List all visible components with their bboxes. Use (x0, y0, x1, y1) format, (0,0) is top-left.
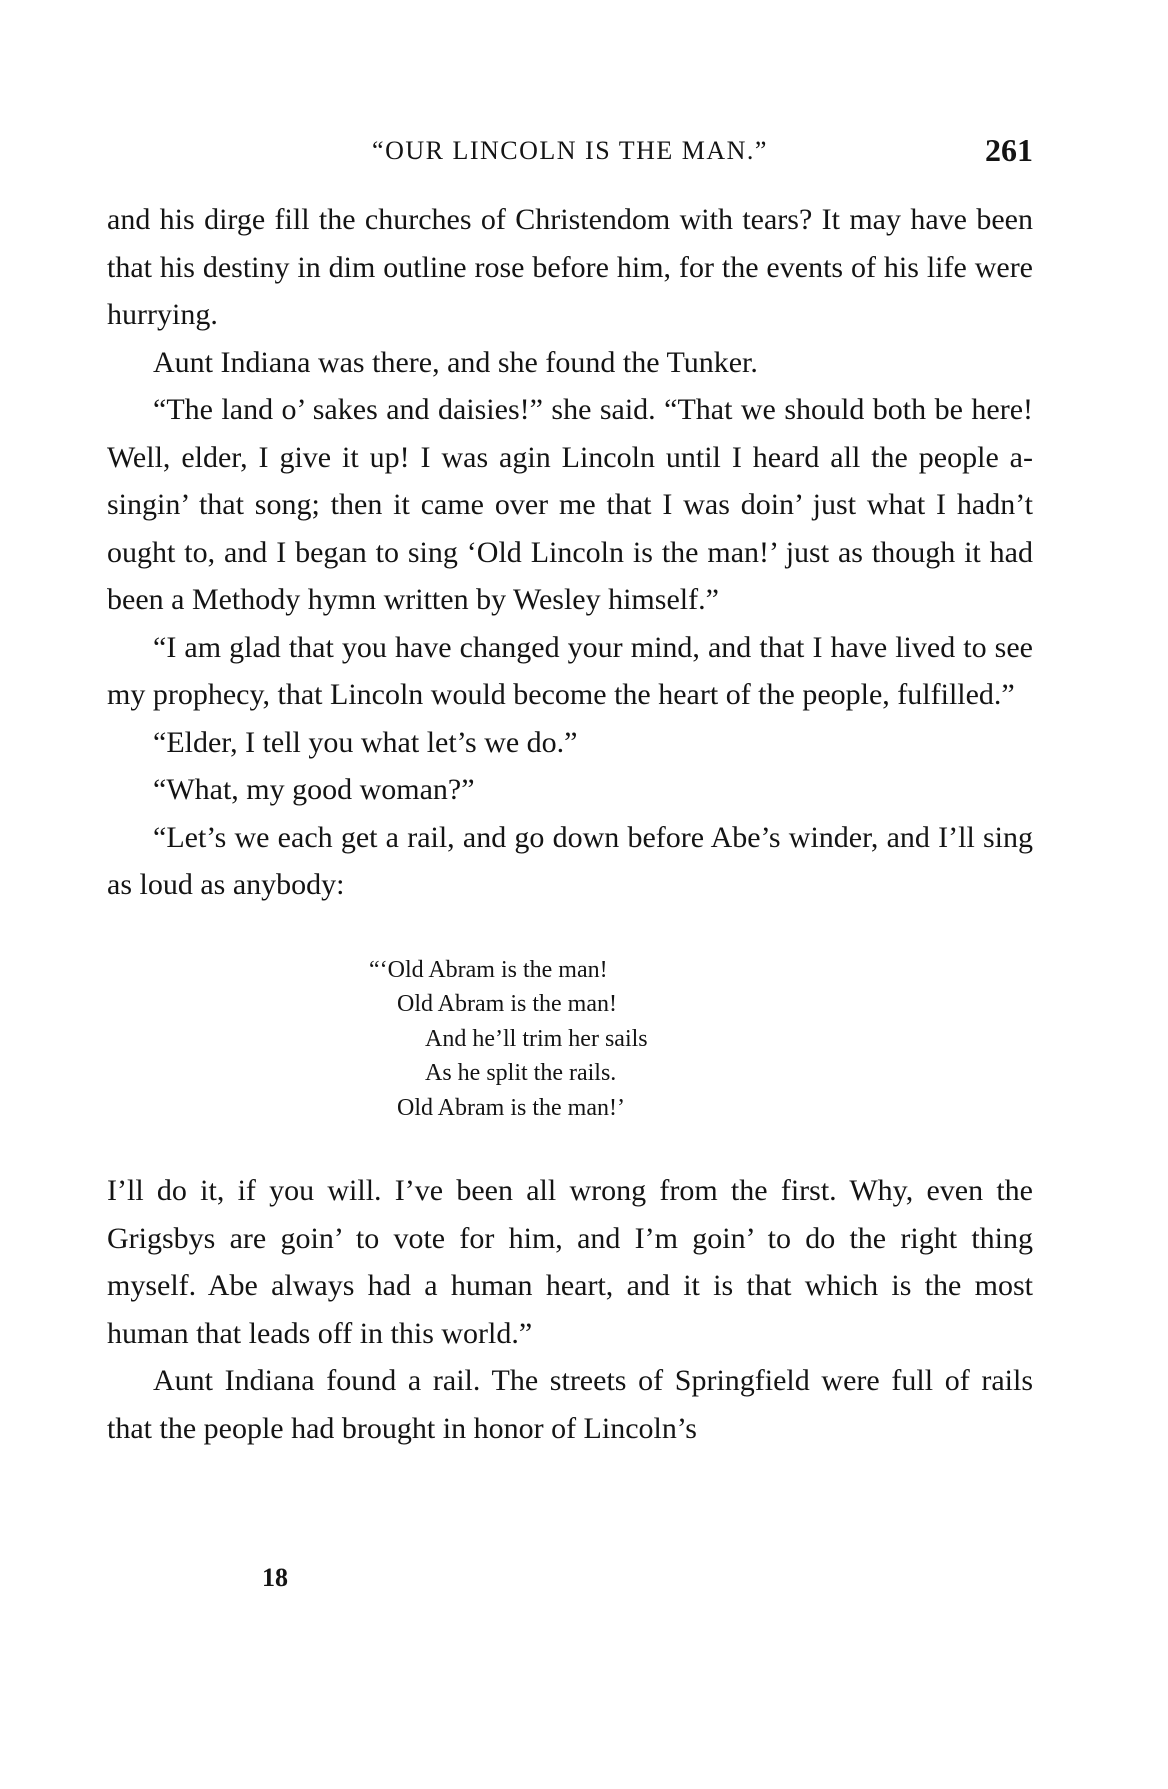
signature-mark: 18 (262, 1563, 288, 1592)
paragraph: Aunt Indiana was there, and she found the Tunker. (153, 345, 758, 379)
running-head: “OUR LINCOLN IS THE MAN.” (372, 136, 768, 165)
paragraph-continued: and his dirge fill the churches of Christendom with tears? It may have been that his destiny in dim outline rose before him, for the events of his life were hurrying. (107, 203, 1033, 331)
page-number: 261 (985, 132, 1033, 168)
poem-line: And he’ll trim her sails (425, 1025, 648, 1052)
paragraph: Aunt Indiana found a rail. The streets of Springfield were full of rails that the people had brought in honor of Lincoln’s (107, 1364, 1033, 1445)
page-header (107, 132, 1033, 172)
paragraph: “Let’s we each get a rail, and go down before Abe’s winder, and I’ll sing as loud as anybody: (107, 820, 1033, 901)
poem-line: Old Abram is the man! (397, 991, 617, 1017)
poem-line: “‘Old Abram is the man! (369, 956, 608, 983)
paragraph: “The land o’ sakes and daisies!” she said. “That we should both be here! Well, elder, I give it up! I was agin Lincoln until I heard all the people a-singin’ that song; then it came over me that I was doin’ just what I hadn’t ought to, and I began to sing ‘Old Lincoln is the man!’ just as though it had been a Methody hymn written by Wesley himself.” (107, 393, 1033, 616)
paragraph: “Elder, I tell you what let’s we do.” (153, 725, 578, 759)
poem-line: Old Abram is the man!’ (397, 1094, 625, 1121)
paragraph: “What, my good woman?” (153, 773, 475, 806)
body-text (107, 196, 1033, 1452)
paragraph: “I am glad that you have changed your mind, and that I have lived to see my prophecy, that Lincoln would become the heart of the people, fulfilled.” (107, 630, 1033, 711)
poem-block (107, 953, 1033, 1126)
paragraph-continued: I’ll do it, if you will. I’ve been all wrong from the first. Why, even the Grigsbys are goin’ to vote for him, and I’m goin’ to do the right thing myself. Abe always had a human heart, and it is that which is the most human that leads off in this world.” (107, 1174, 1033, 1350)
poem-line: As he split the rails. (425, 1060, 617, 1086)
